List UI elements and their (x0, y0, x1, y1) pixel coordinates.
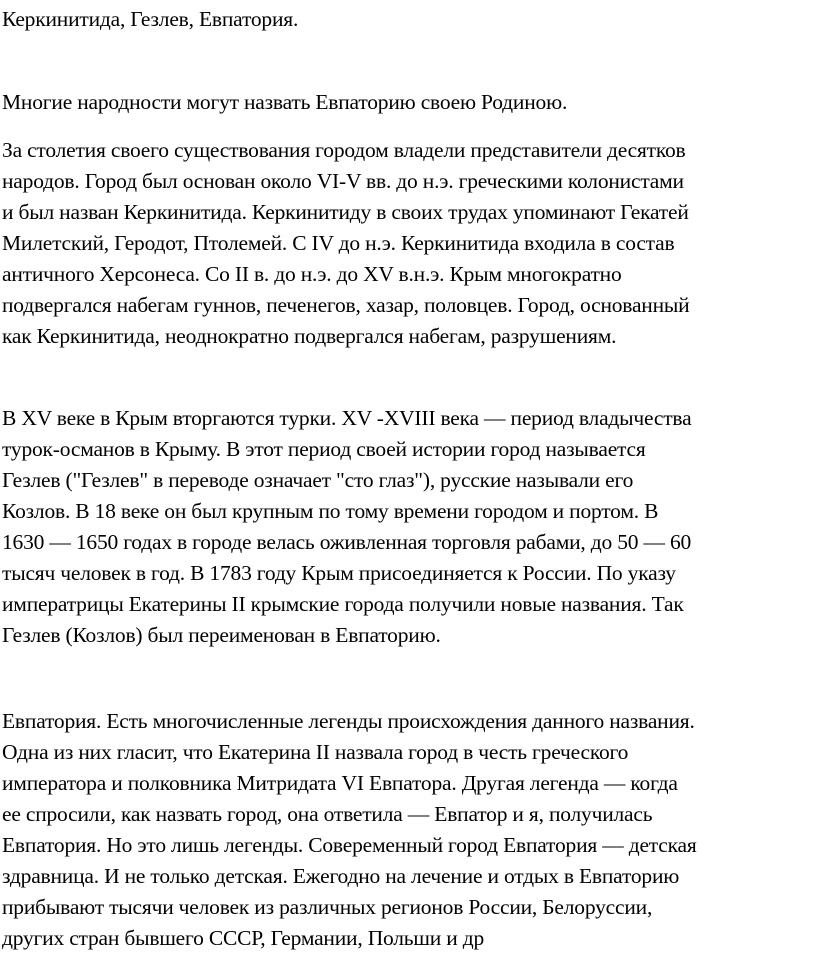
paragraph-evpatoria (2, 706, 697, 954)
paragraph-line: как Керкинитида, неоднократно подвергался набегам, разрушениям. (2, 324, 617, 348)
paragraph-line: 1630 — 1650 годах в городе велась оживленная торговля рабами, до 50 — 60 (2, 530, 692, 554)
paragraph-line: Одна из них гласит, что Екатерина II назвала город в честь греческого (2, 740, 629, 764)
document-title: Керкинитида, Гезлев, Евпатория. (2, 7, 299, 31)
paragraph-line: Евпатория. Есть многочисленные легенды происхождения данного названия. (2, 709, 695, 733)
paragraph-gezlev (2, 403, 691, 651)
paragraph-line: Козлов. В 18 веке он был крупным по тому времени городом и портом. В (2, 499, 659, 523)
paragraph-line: ее спросили, как назвать город, она ответила — Евпатор и я, получилась (2, 802, 653, 826)
paragraph-line: подвергался набегам гуннов, печенегов, хазар, половцев. Город, основанный (2, 293, 690, 317)
paragraph-line: народов. Город был основан около VI-V вв. до н.э. греческими колонистами (2, 169, 684, 193)
intro-sentence: Многие народности могут назвать Евпаторию своею Родиною. (2, 90, 568, 114)
paragraph-line: других стран бывшего СССР, Германии, Польши и др (2, 926, 485, 950)
paragraph-line: турок-османов в Крыму. В этот период своей истории город называется (2, 437, 646, 461)
paragraph-line: императрицы Екатерины II крымские города получили новые названия. Так (2, 592, 684, 616)
paragraph-line: За столетия своего существования городом владели представители десятков (2, 138, 686, 162)
paragraph-line: Гезлев (Козлов) был переименован в Евпаторию. (2, 623, 441, 647)
paragraph-line: Милетский, Геродот, Птолемей. С IV до н.э. Керкинитида входила в состав (2, 231, 675, 255)
paragraph-line: прибывают тысячи человек из различных регионов России, Белоруссии, (2, 895, 653, 919)
paragraph-line: тысяч человек в год. В 1783 году Крым присоединяется к России. По указу (2, 561, 676, 585)
paragraph-line: В XV веке в Крым вторгаются турки. XV -XVIII века — период владычества (2, 406, 692, 430)
paragraph-line: Гезлев ("Гезлев" в переводе означает "сто глаз"), русские называли его (2, 468, 634, 492)
paragraph-line: и был назван Керкинитида. Керкинитиду в своих трудах упоминают Гекатей (2, 200, 689, 224)
paragraph-line: античного Херсонеса. Со II в. до н.э. до XV в.н.э. Крым многократно (2, 262, 622, 286)
paragraph-line: императора и полковника Митридата VI Евпатора. Другая легенда — когда (2, 771, 678, 795)
paragraph-kerkinitida (2, 135, 689, 352)
paragraph-line: здравница. И не только детская. Ежегодно на лечение и отдых в Евпаторию (2, 864, 680, 888)
paragraph-line: Евпатория. Но это лишь легенды. Совеременный город Евпатория — детская (2, 833, 697, 857)
